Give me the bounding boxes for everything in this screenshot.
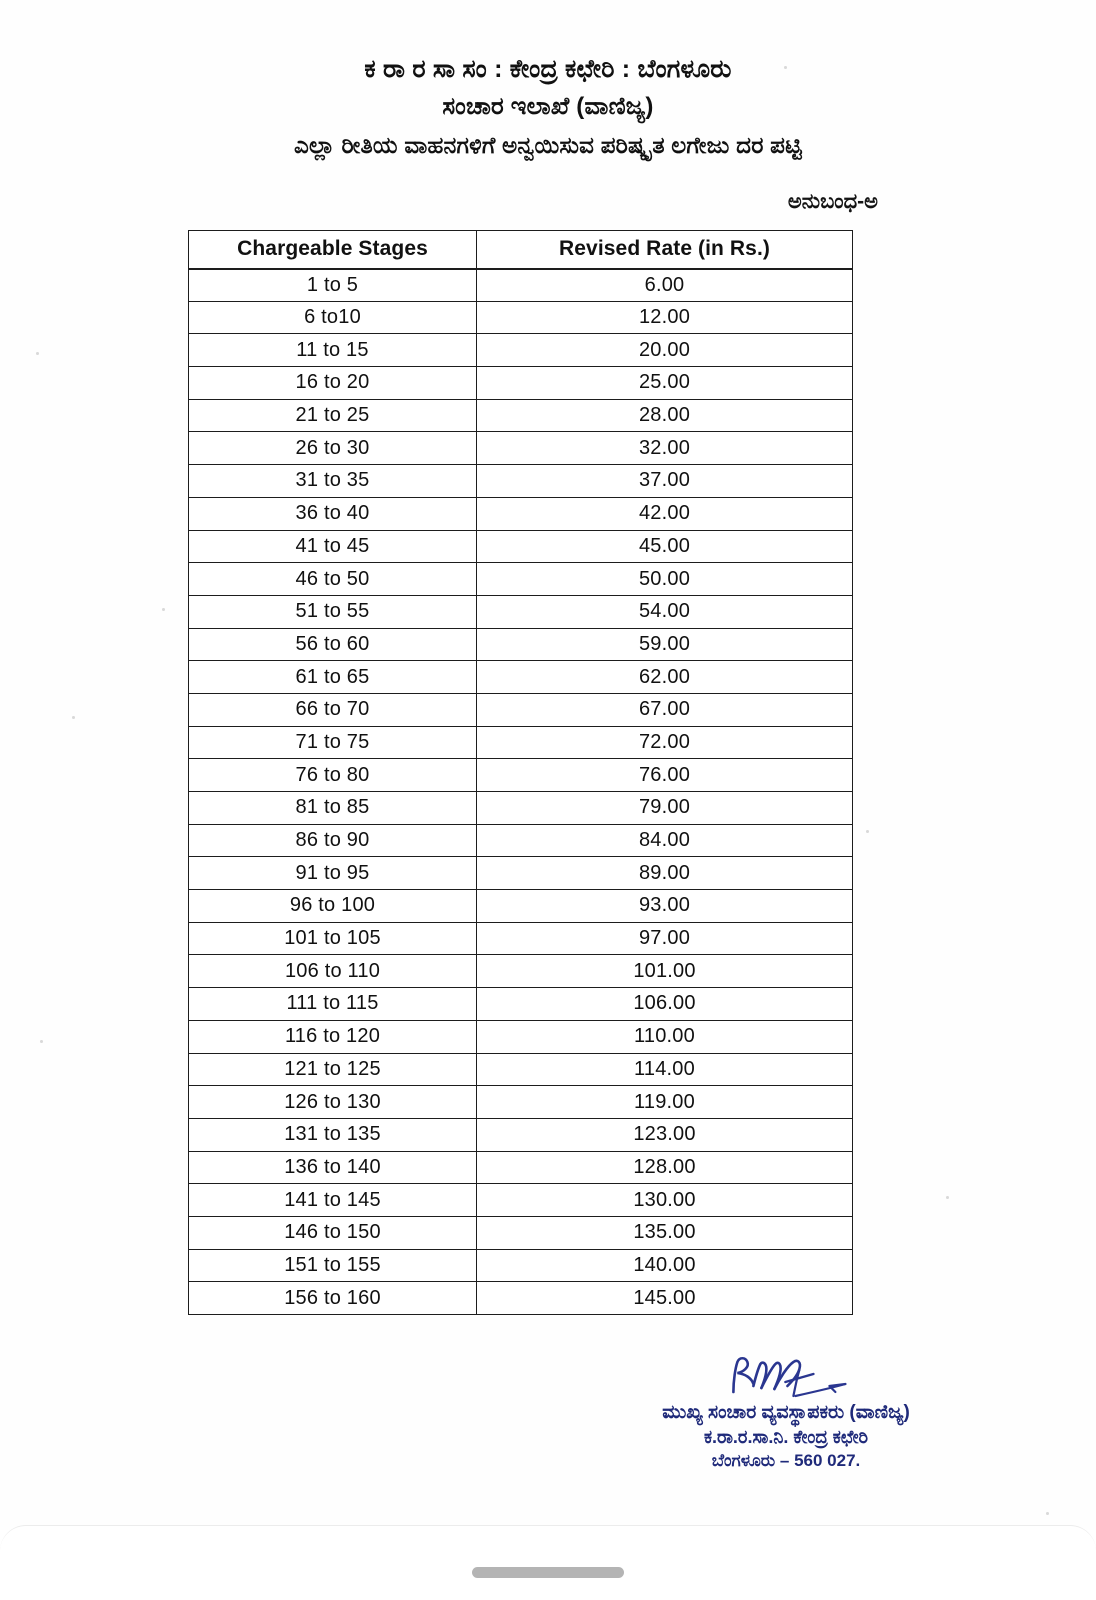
cell-chargeable-stages: 61 to 65 bbox=[189, 661, 477, 694]
column-header-chargeable-stages: Chargeable Stages bbox=[189, 231, 477, 269]
table-row bbox=[189, 792, 853, 825]
cell-revised-rate: 89.00 bbox=[477, 857, 853, 890]
cell-chargeable-stages: 16 to 20 bbox=[189, 367, 477, 400]
table-row bbox=[189, 661, 853, 694]
column-header-revised-rate: Revised Rate (in Rs.) bbox=[477, 231, 853, 269]
table-row bbox=[189, 334, 853, 367]
table-row bbox=[189, 563, 853, 596]
table-row bbox=[189, 1249, 853, 1282]
signature-block bbox=[596, 1352, 976, 1473]
cell-chargeable-stages: 136 to 140 bbox=[189, 1151, 477, 1184]
table-row bbox=[189, 1086, 853, 1119]
cell-revised-rate: 28.00 bbox=[477, 399, 853, 432]
table-row bbox=[189, 759, 853, 792]
scan-speck bbox=[162, 608, 165, 611]
cell-revised-rate: 101.00 bbox=[477, 955, 853, 988]
cell-revised-rate: 72.00 bbox=[477, 726, 853, 759]
cell-revised-rate: 67.00 bbox=[477, 693, 853, 726]
cell-revised-rate: 59.00 bbox=[477, 628, 853, 661]
table-row bbox=[189, 530, 853, 563]
header-line-department: ಸಂಚಾರ ಇಲಾಖೆ (ವಾಣಿಜ್ಯ) bbox=[442, 93, 654, 120]
cell-chargeable-stages: 51 to 55 bbox=[189, 595, 477, 628]
scan-speck bbox=[946, 1196, 949, 1199]
signatory-address: ಬೆಂಗಳೂರು – 560 027. bbox=[711, 1451, 861, 1470]
cell-revised-rate: 12.00 bbox=[477, 301, 853, 334]
cell-revised-rate: 79.00 bbox=[477, 792, 853, 825]
cell-revised-rate: 42.00 bbox=[477, 497, 853, 530]
cell-chargeable-stages: 106 to 110 bbox=[189, 955, 477, 988]
scan-speck bbox=[1046, 1512, 1049, 1515]
table-row bbox=[189, 595, 853, 628]
table-row bbox=[189, 890, 853, 923]
scan-speck bbox=[40, 1040, 43, 1043]
cell-chargeable-stages: 36 to 40 bbox=[189, 497, 477, 530]
cell-revised-rate: 32.00 bbox=[477, 432, 853, 465]
cell-revised-rate: 140.00 bbox=[477, 1249, 853, 1282]
cell-chargeable-stages: 21 to 25 bbox=[189, 399, 477, 432]
cell-chargeable-stages: 1 to 5 bbox=[189, 269, 477, 302]
table-row bbox=[189, 628, 853, 661]
home-indicator[interactable] bbox=[472, 1567, 624, 1578]
cell-revised-rate: 37.00 bbox=[477, 465, 853, 498]
cell-chargeable-stages: 121 to 125 bbox=[189, 1053, 477, 1086]
viewer-bottom-panel bbox=[0, 1525, 1096, 1600]
cell-revised-rate: 62.00 bbox=[477, 661, 853, 694]
table-row bbox=[189, 1118, 853, 1151]
cell-revised-rate: 76.00 bbox=[477, 759, 853, 792]
cell-revised-rate: 110.00 bbox=[477, 1020, 853, 1053]
scan-speck bbox=[36, 352, 39, 355]
cell-chargeable-stages: 46 to 50 bbox=[189, 563, 477, 596]
cell-revised-rate: 54.00 bbox=[477, 595, 853, 628]
scan-speck bbox=[72, 716, 75, 719]
cell-revised-rate: 123.00 bbox=[477, 1118, 853, 1151]
cell-chargeable-stages: 31 to 35 bbox=[189, 465, 477, 498]
table-body bbox=[189, 269, 853, 1315]
table-row bbox=[189, 1053, 853, 1086]
document-header bbox=[0, 52, 1096, 162]
cell-chargeable-stages: 6 to10 bbox=[189, 301, 477, 334]
cell-revised-rate: 50.00 bbox=[477, 563, 853, 596]
scan-speck bbox=[866, 830, 869, 833]
cell-revised-rate: 45.00 bbox=[477, 530, 853, 563]
cell-chargeable-stages: 76 to 80 bbox=[189, 759, 477, 792]
cell-revised-rate: 25.00 bbox=[477, 367, 853, 400]
table-row bbox=[189, 399, 853, 432]
table-row bbox=[189, 367, 853, 400]
cell-chargeable-stages: 11 to 15 bbox=[189, 334, 477, 367]
cell-revised-rate: 93.00 bbox=[477, 890, 853, 923]
header-line-organisation: ಕ ರಾ ರ ಸಾ ಸಂ : ಕೇಂದ್ರ ಕಛೇರಿ : ಬೆಂಗಳೂರು bbox=[364, 55, 732, 83]
cell-revised-rate: 20.00 bbox=[477, 334, 853, 367]
table-row bbox=[189, 1151, 853, 1184]
table-row bbox=[189, 726, 853, 759]
cell-chargeable-stages: 66 to 70 bbox=[189, 693, 477, 726]
cell-revised-rate: 97.00 bbox=[477, 922, 853, 955]
cell-revised-rate: 130.00 bbox=[477, 1184, 853, 1217]
table-header-row bbox=[189, 231, 853, 269]
table-row bbox=[189, 1184, 853, 1217]
cell-chargeable-stages: 86 to 90 bbox=[189, 824, 477, 857]
cell-revised-rate: 6.00 bbox=[477, 269, 853, 302]
table-row bbox=[189, 1020, 853, 1053]
table-row bbox=[189, 857, 853, 890]
cell-chargeable-stages: 71 to 75 bbox=[189, 726, 477, 759]
signatory-designation: ಮುಖ್ಯ ಸಂಚಾರ ವ್ಯವಸ್ಥಾಪಕರು (ವಾಣಿಜ್ಯ) bbox=[662, 1402, 910, 1423]
table-row bbox=[189, 955, 853, 988]
table-row bbox=[189, 922, 853, 955]
cell-chargeable-stages: 96 to 100 bbox=[189, 890, 477, 923]
table-row bbox=[189, 1216, 853, 1249]
cell-chargeable-stages: 156 to 160 bbox=[189, 1282, 477, 1315]
table-row bbox=[189, 693, 853, 726]
table-row bbox=[189, 432, 853, 465]
cell-chargeable-stages: 126 to 130 bbox=[189, 1086, 477, 1119]
cell-chargeable-stages: 81 to 85 bbox=[189, 792, 477, 825]
handwritten-signature bbox=[596, 1352, 976, 1400]
cell-chargeable-stages: 56 to 60 bbox=[189, 628, 477, 661]
cell-revised-rate: 128.00 bbox=[477, 1151, 853, 1184]
cell-chargeable-stages: 91 to 95 bbox=[189, 857, 477, 890]
table-row bbox=[189, 1282, 853, 1315]
cell-revised-rate: 135.00 bbox=[477, 1216, 853, 1249]
cell-chargeable-stages: 111 to 115 bbox=[189, 988, 477, 1021]
cell-chargeable-stages: 141 to 145 bbox=[189, 1184, 477, 1217]
annexure-label: ಅನುಬಂಧ-ಅ bbox=[787, 190, 878, 213]
cell-revised-rate: 119.00 bbox=[477, 1086, 853, 1119]
table-row bbox=[189, 824, 853, 857]
cell-chargeable-stages: 146 to 150 bbox=[189, 1216, 477, 1249]
table-row bbox=[189, 301, 853, 334]
header-line-subject: ಎಲ್ಲಾ ರೀತಿಯ ವಾಹನಗಳಿಗೆ ಅನ್ವಯಿಸುವ ಪರಿಷ್ಕೃತ ಲಗೇಜು ದರ ಪಟ್ಟಿ bbox=[294, 132, 802, 158]
table-row bbox=[189, 465, 853, 498]
cell-chargeable-stages: 131 to 135 bbox=[189, 1118, 477, 1151]
cell-chargeable-stages: 116 to 120 bbox=[189, 1020, 477, 1053]
table-row bbox=[189, 988, 853, 1021]
cell-chargeable-stages: 26 to 30 bbox=[189, 432, 477, 465]
table-row bbox=[189, 269, 853, 302]
cell-revised-rate: 84.00 bbox=[477, 824, 853, 857]
luggage-rate-table bbox=[188, 230, 853, 1315]
cell-chargeable-stages: 101 to 105 bbox=[189, 922, 477, 955]
cell-revised-rate: 114.00 bbox=[477, 1053, 853, 1086]
cell-chargeable-stages: 151 to 155 bbox=[189, 1249, 477, 1282]
cell-revised-rate: 145.00 bbox=[477, 1282, 853, 1315]
cell-chargeable-stages: 41 to 45 bbox=[189, 530, 477, 563]
table-row bbox=[189, 497, 853, 530]
cell-revised-rate: 106.00 bbox=[477, 988, 853, 1021]
table-header bbox=[189, 231, 853, 269]
signatory-office: ಕ.ರಾ.ರ.ಸಾ.ನಿ. ಕೇಂದ್ರ ಕಛೇರಿ bbox=[703, 1427, 869, 1447]
